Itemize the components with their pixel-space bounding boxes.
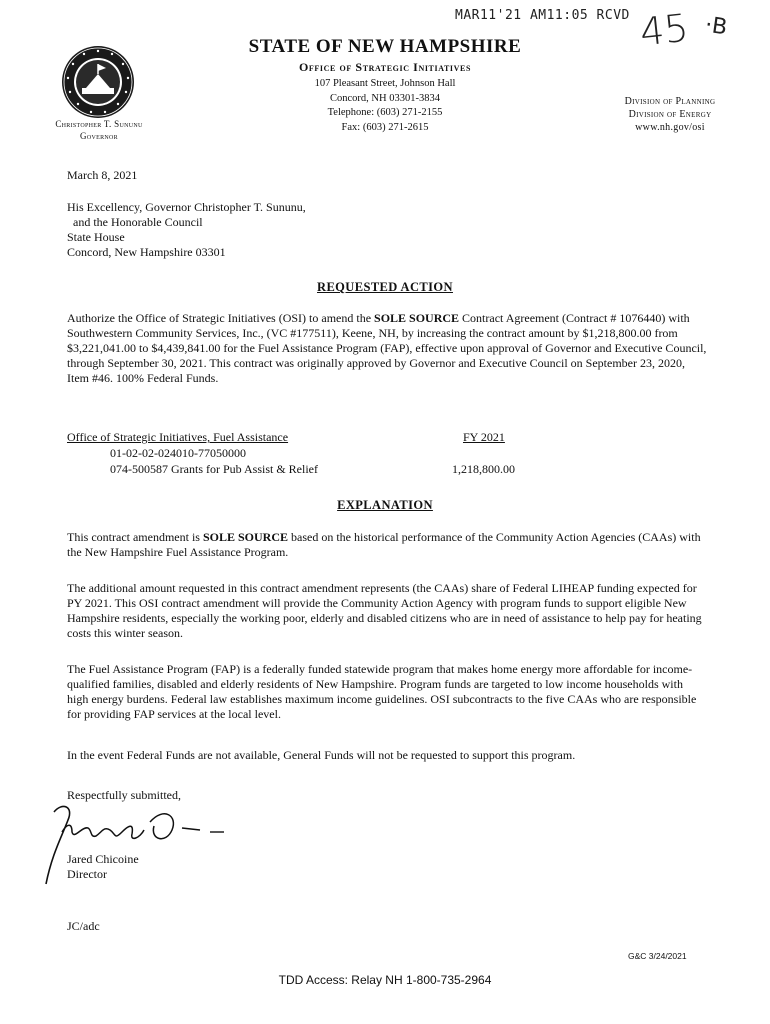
explanation-paragraph-3: The Fuel Assistance Program (FAP) is a federally funded statewide program that makes home energy more affordable for income-qualified families, disabled and elderly residents of New Hampshire. Program funds are targeted to low income households with high energy burdens. Federal law establishes maximum income guidelines. OSI subcontracts to the five CAAs who are responsible for providing FAP services at the local level. bbox=[67, 662, 697, 721]
address-line: Fax: (603) 271-2615 bbox=[341, 121, 429, 133]
funding-amount: 1,218,800.00 bbox=[452, 462, 515, 476]
letterhead-center bbox=[230, 36, 540, 135]
governor-title: Governor bbox=[80, 131, 118, 141]
requested-action-paragraph bbox=[67, 311, 707, 386]
state-title: STATE OF NEW HAMPSHIRE bbox=[248, 36, 522, 57]
state-seal-icon bbox=[60, 44, 136, 120]
line-item: 074-500587 Grants for Pub Assist & Relief bbox=[110, 462, 318, 476]
signer-name: Jared Chicoine bbox=[67, 852, 139, 866]
fiscal-year-label: FY 2021 bbox=[463, 430, 505, 444]
signer-title: Director bbox=[67, 867, 107, 881]
text-run: Authorize the Office of Strategic Initiatives (OSI) to amend the bbox=[67, 311, 375, 325]
divisions-block bbox=[585, 95, 755, 134]
typist-initials: JC/adc bbox=[67, 919, 100, 933]
division-energy: Division of Energy bbox=[628, 109, 712, 120]
letter-date: March 8, 2021 bbox=[67, 168, 138, 182]
explanation-heading: EXPLANATION bbox=[337, 498, 433, 512]
explanation-paragraph-1 bbox=[67, 530, 707, 560]
addressee-line: State House bbox=[67, 230, 125, 244]
office-address bbox=[230, 77, 540, 135]
address-line: Concord, NH 03301-3834 bbox=[330, 92, 440, 104]
valediction: Respectfully submitted, bbox=[67, 788, 181, 802]
address-line: 107 Pleasant Street, Johnson Hall bbox=[314, 78, 456, 89]
handwritten-item-number: 45 bbox=[637, 5, 691, 55]
explanation-paragraph-2: The additional amount requested in this contract amendment represents (the CAAs) share of Federal LIHEAP funding expected for PY 2021. This OSI contract amendment will provide the Community Action Agency with program funds to support eligible New Hampshire residents, especially the working poor, elderly and disabled citizens who are in need of assistance to help pay for heating costs this winter season. bbox=[67, 581, 702, 640]
funding-source-name: Office of Strategic Initiatives, Fuel Assistance bbox=[67, 430, 289, 444]
tdd-footer: TDD Access: Relay NH 1-800-735-2964 bbox=[278, 973, 492, 987]
addressee-line: Concord, New Hampshire 03301 bbox=[67, 245, 226, 259]
website: www.nh.gov/osi bbox=[635, 122, 705, 133]
governor-name: Christopher T. Sununu bbox=[55, 119, 143, 129]
account-number: 01-02-02-024010-77050000 bbox=[110, 446, 246, 460]
governor-block bbox=[24, 118, 174, 142]
gc-date-note: G&C 3/24/2021 bbox=[628, 951, 687, 961]
signer-block bbox=[67, 852, 139, 882]
handwritten-mark: ·B bbox=[703, 12, 729, 41]
text-run: Contract Agreement (Contract # 1076440) with Southwestern Community Services, Inc., (VC #177511), Keene, NH, by increasing the contract amount by $1,218,800.00 from $3,221,041.00 to $4,439,841.00 for the Fuel Assistance Program (FAP), effective upon approval of Governor and Executive Council, through September 30, 2021. This contract was originally approved by Governor and Executive Council on September 23, 2020, Item #46. 100% Federal Funds. bbox=[67, 311, 707, 385]
office-title: Office of Strategic Initiatives bbox=[298, 60, 471, 74]
text-run: based on the historical performance of the Community Action Agencies (CAAs) with the New Hampshire Fuel Assistance Program. bbox=[67, 530, 701, 559]
division-planning: Division of Planning bbox=[624, 96, 716, 107]
addressee bbox=[67, 200, 306, 260]
received-stamp: MAR11'21 AM11:05 RCVD bbox=[455, 8, 630, 23]
sole-source-bold: SOLE SOURCE bbox=[374, 311, 460, 325]
address-line: Telephone: (603) 271-2155 bbox=[327, 107, 443, 118]
addressee-line: and the Honorable Council bbox=[67, 215, 203, 229]
text-run: This contract amendment is bbox=[67, 530, 203, 544]
addressee-line: His Excellency, Governor Christopher T. Sununu, bbox=[67, 200, 306, 214]
requested-action-heading: REQUESTED ACTION bbox=[317, 280, 453, 294]
explanation-paragraph-4: In the event Federal Funds are not available, General Funds will not be requested to support this program. bbox=[67, 748, 576, 762]
sole-source-bold: SOLE SOURCE bbox=[202, 530, 288, 544]
